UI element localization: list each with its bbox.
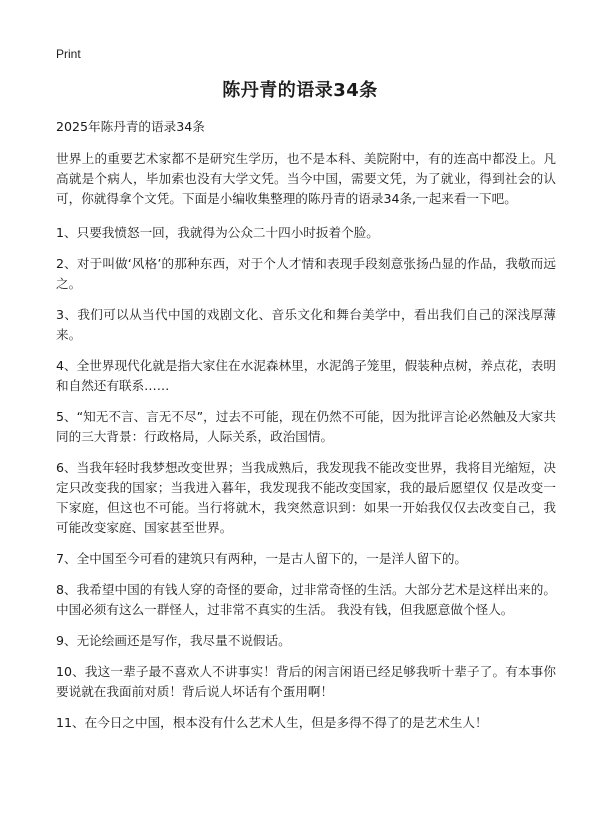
quote-item: 2、对于叫做‘风格’的那种东西，对于个人才情和表现手段刻意张扬凸显的作品，我敬而远之。 xyxy=(56,256,556,291)
article-subtitle: 2025年陈丹青的语录34条 xyxy=(56,119,205,134)
print-link[interactable]: Print xyxy=(56,47,81,61)
quote-item: 11、在今日之中国，根本没有什么艺术人生，但是多得不得了的是艺术生人！ xyxy=(56,715,488,730)
quote-item: 1、只要我愤怒一回，我就得为公众二十四小时扳着个脸。 xyxy=(56,225,379,240)
quote-item: 9、无论绘画还是写作，我尽量不说假话。 xyxy=(56,633,291,648)
quote-item: 5、“知无不言、言无不尽”，过去不可能，现在仍然不可能，因为批评言论必然触及大家共同的三大背景：行政格局，人际关系，政治国情。 xyxy=(56,409,556,444)
quote-item: 7、全中国至今可看的建筑只有两种，一是古人留下的，一是洋人留下的。 xyxy=(56,551,468,566)
quote-item: 10、我这一辈子最不喜欢人不讲事实！背后的闲言闲语已经足够我听十辈子了。有本事你要说就在我面前对质！背后说人坏话有个蛋用啊！ xyxy=(56,664,556,699)
quote-item: 3、我们可以从当代中国的戏剧文化、音乐文化和舞台美学中，看出我们自己的深浅厚薄来。 xyxy=(56,307,556,342)
quote-item: 8、我希望中国的有钱人穿的奇怪的要命，过非常奇怪的生活。大部分艺术是这样出来的。中国必须有这么一群怪人，过非常不真实的生活。 我没有钱，但我愿意做个怪人。 xyxy=(56,582,556,617)
page-title: 陈丹青的语录34条 xyxy=(222,80,378,101)
article-body xyxy=(56,117,556,744)
article-intro: 世界上的重要艺术家都不是研究生学历，也不是本科、美院附中，有的连高中都没上。凡高就是个病人，毕加索也没有大学文凭。当今中国，需要文凭，为了就业，得到社会的认可，你就得拿个文凭。下面是小编收集整理的陈丹青的语录34条,一起来看一下吧。 xyxy=(56,151,556,206)
quote-item: 4、全世界现代化就是指大家住在水泥森林里，水泥鸽子笼里，假装种点树，养点花，表明和自然还有联系…… xyxy=(56,358,556,393)
quote-item: 6、当我年轻时我梦想改变世界；当我成熟后，我发现我不能改变世界，我将目光缩短，决定只改变我的国家；当我进入暮年，我发现我不能改变国家，我的最后愿望仅 仅是改变一下家庭，但这也不可能。当行将就木，我突然意识到：如果一开始我仅仅去改变自己，我可能改变家庭、国家甚至世界。 xyxy=(56,460,556,535)
